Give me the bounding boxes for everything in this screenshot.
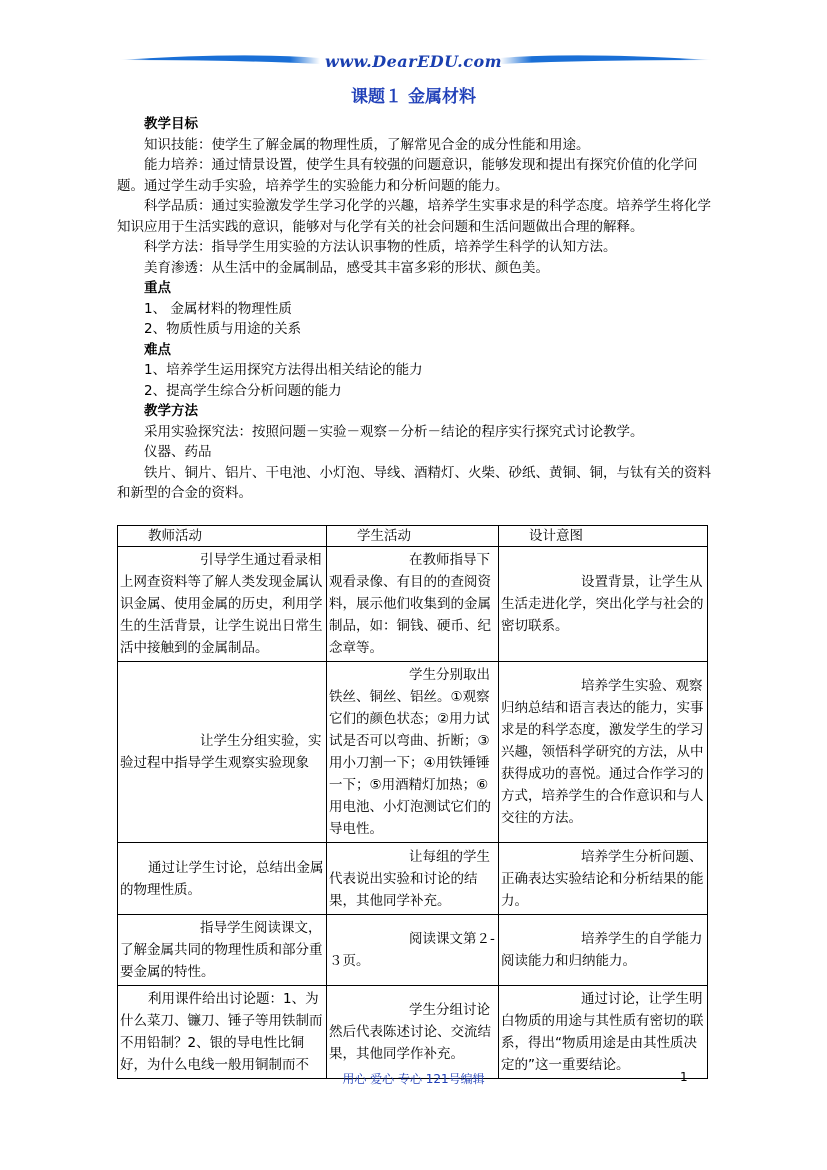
intro-section [117, 114, 713, 504]
paragraph: 2、提高学生综合分析问题的能力 [144, 382, 342, 399]
student-activity-cell: 阅读课文第２-３页。 [327, 915, 499, 986]
section-heading: 重点 [144, 280, 171, 296]
paragraph: 美育渗透：从生活中的金属制品，感受其丰富多彩的形状、颜色美。 [144, 259, 549, 276]
page-number: 1 [680, 1070, 688, 1084]
design-intent-cell: 培养学生分析问题、正确表达实验结论和分析结果的能力。 [499, 843, 708, 915]
page-title: 课题１ 金属材料 [351, 87, 476, 107]
section-heading: 教学目标 [144, 116, 198, 132]
teacher-activity-cell: 让学生分组实验，实验过程中指导学生观察实验现象 [118, 662, 327, 843]
design-intent-cell: 培养学生的自学能力阅读能力和归纳能力。 [499, 915, 708, 986]
table-row [118, 843, 708, 915]
teacher-activity-cell: 利用课件给出讨论题：1、为什么菜刀、镰刀、锤子等用铁制而不用铅制？2、银的导电性比铜好，为什么电线一般用铜制而不 [118, 986, 327, 1079]
site-logo: www.DearEDU.com [324, 52, 503, 71]
design-intent-cell: 培养学生实验、观察归纳总结和语言表达的能力，实事求是的科学态度，激发学生的学习兴趣，领悟科学研究的方法，从中获得成功的喜悦。通过合作学习的方式，培养学生的合作意识和与人交往的方法。 [499, 662, 708, 843]
table-row [118, 547, 708, 662]
teacher-activity-cell: 通过让学生讨论，总结出金属的物理性质。 [118, 843, 327, 915]
paragraph: 仪器、药品 [144, 444, 212, 460]
student-activity-cell: 在教师指导下观看录像、有目的的查阅资料，展示他们收集到的金属制品，如：铜钱、硬币、纪念章等。 [327, 547, 499, 662]
lesson-table [117, 525, 708, 1079]
teacher-activity-cell: 指导学生阅读课文，了解金属共同的物理性质和部分重要金属的特性。 [118, 915, 327, 986]
paragraph: 2、物质性质与用途的关系 [144, 321, 302, 337]
paragraph: 能力培养：通过情景设置，使学生具有较强的问题意识，能够发现和提出有探究价值的化学问题。通过学生动手实验，培养学生的实验能力和分析问题的能力。 [117, 157, 698, 194]
page-header [0, 0, 827, 107]
paragraph: 铁片、铜片、铝片、干电池、小灯泡、导线、酒精灯、火柴、砂纸、黄铜、铜，与钛有关的资料和新型的合金的资料。 [117, 464, 711, 501]
footer-text: 用心 爱心 专心 121号编辑 [342, 1072, 485, 1086]
section-heading: 教学方法 [144, 403, 198, 419]
header-student: 学生活动 [327, 526, 499, 547]
header-design: 设计意图 [499, 526, 708, 547]
design-intent-cell: 设置背景，让学生从生活走进化学，突出化学与社会的密切联系。 [499, 547, 708, 662]
section-heading: 难点 [144, 341, 171, 358]
paragraph: 知识技能：使学生了解金属的物理性质，了解常见合金的成分性能和用途。 [144, 136, 590, 153]
teacher-activity-cell: 引导学生通过看录相上网查资料等了解人类发现金属认识金属、使用金属的历史，利用学生的生活背景，让学生说出日常生活中接触到的金属制品。 [118, 547, 327, 662]
paragraph: 采用实验探究法：按照问题－实验－观察－分析－结论的程序实行探究式讨论教学。 [144, 423, 644, 440]
table-row [118, 915, 708, 986]
header-teacher: 教师活动 [118, 526, 327, 547]
student-activity-cell: 学生分组讨论然后代表陈述讨论、交流结果，其他同学作补充。 [327, 986, 499, 1079]
paragraph: 科学品质：通过实验激发学生学习化学的兴趣，培养学生实事求是的科学态度。培养学生将化学知识应用于生活实践的意识，能够对与化学有关的社会问题和生活问题做出合理的解释。 [117, 198, 711, 235]
paragraph: 科学方法：指导学生用实验的方法认识事物的性质，培养学生科学的认知方法。 [144, 239, 617, 255]
paragraph: 1、 金属材料的物理性质 [144, 300, 292, 317]
design-intent-cell: 通过讨论，让学生明白物质的用途与其性质有密切的联系，得出“物质用途是由其性质决定的”这一重要结论。 [499, 986, 708, 1079]
paragraph: 1、培养学生运用探究方法得出相关结论的能力 [144, 362, 423, 378]
table-header-row [118, 526, 708, 547]
table-row [118, 986, 708, 1079]
student-activity-cell: 学生分别取出铁丝、铜丝、铝丝。①观察它们的颜色状态；②用力试试是否可以弯曲、折断；③用小刀割一下；④用铁锤锤一下；⑤用酒精灯加热；⑥用电池、小灯泡测试它们的导电性。 [327, 662, 499, 843]
table-row [118, 662, 708, 843]
student-activity-cell: 让每组的学生代表说出实验和讨论的结果，其他同学补充。 [327, 843, 499, 915]
